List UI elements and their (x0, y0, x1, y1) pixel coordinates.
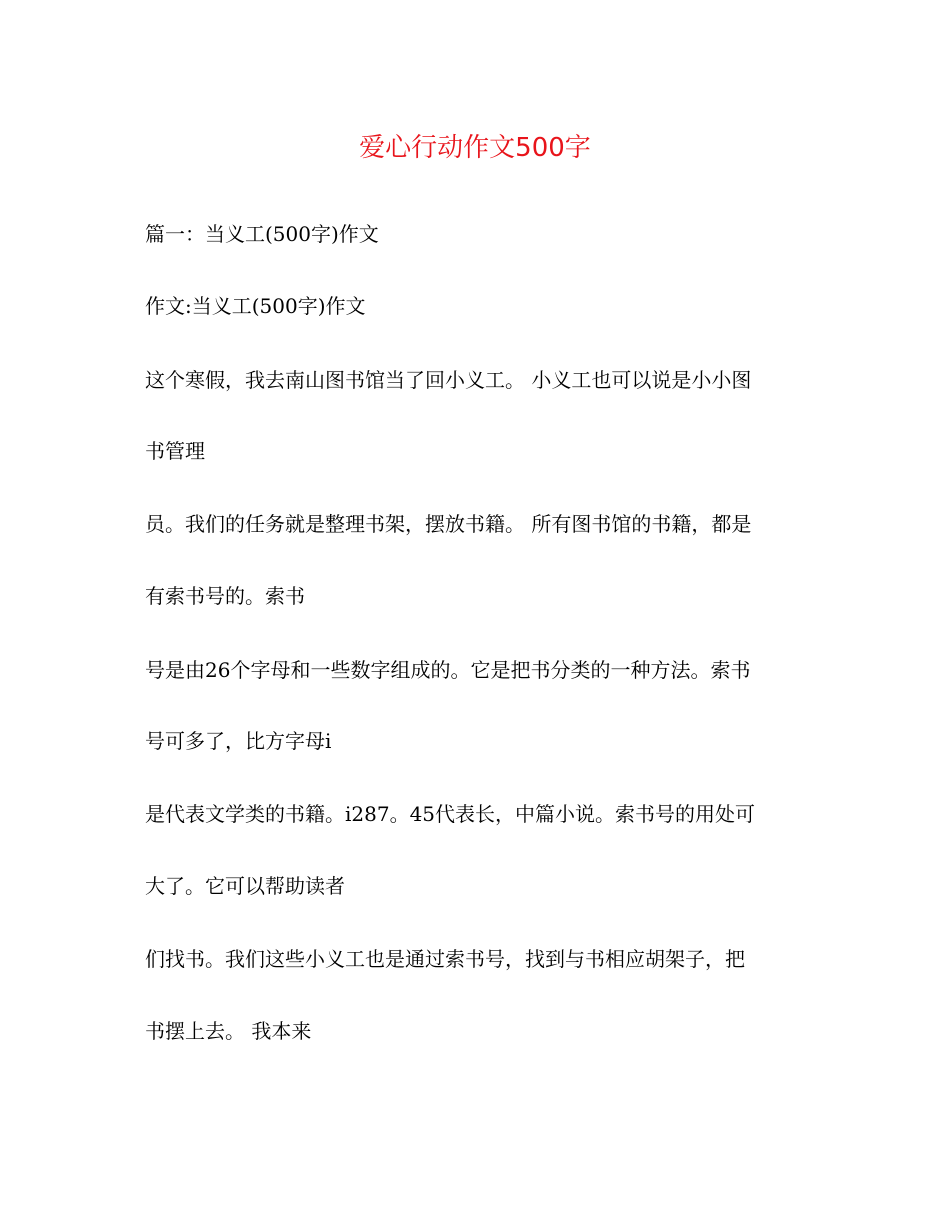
paragraph-line: 号是由26个字母和一些数字组成的。它是把书分类的一种方法。索书 (145, 658, 751, 682)
paragraph-line: 有索书号的。索书 (145, 584, 305, 608)
document-title: 爱心行动作文500字 (359, 133, 591, 163)
paragraph-line: 书管理 (145, 439, 205, 463)
paragraph-line: 们找书。我们这些小义工也是通过索书号，找到与书相应胡架子，把 (145, 947, 745, 971)
paragraph-line: 大了。它可以帮助读者 (145, 874, 345, 898)
paragraph-line: 篇一：当义工(500字)作文 (145, 222, 379, 246)
paragraph-line: 员。我们的任务就是整理书架，摆放书籍。 所有图书馆的书籍，都是 (145, 512, 752, 536)
paragraph-line: 书摆上去。 我本来 (145, 1019, 312, 1043)
paragraph-line: 作文:当义工(500字)作文 (145, 294, 366, 318)
paragraph-line: 这个寒假，我去南山图书馆当了回小义工。 小义工也可以说是小小图 (145, 368, 752, 392)
paragraph-line: 是代表文学类的书籍。i287。45代表长，中篇小说。索书号的用处可 (145, 802, 756, 826)
paragraph-line: 号可多了，比方字母i (145, 729, 332, 753)
